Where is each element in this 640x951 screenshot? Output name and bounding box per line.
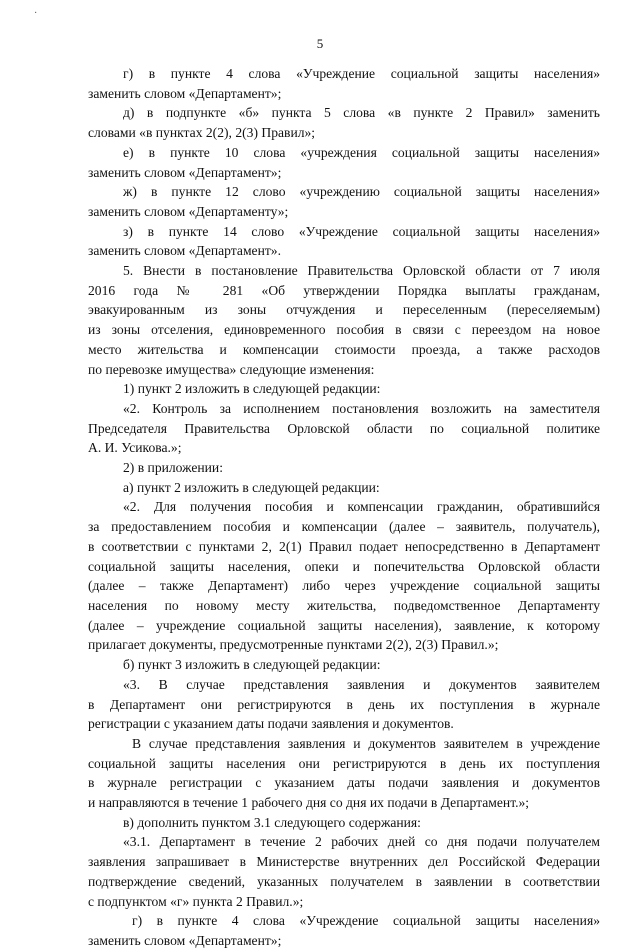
text-line: прилагает документы, предусмотренные пунктами 2(2), 2(3) Правил.»; — [88, 637, 499, 653]
text-line: ж) в пункте 12 слово «учреждению социальной защиты населения» — [123, 184, 600, 200]
page-number: 5 — [316, 36, 324, 51]
text-line: заменить словом «Департамент»; — [88, 85, 282, 101]
text-line: из зоны отселения, единовременного пособия в связи с переездом на новое — [88, 322, 600, 338]
text-line: а) пункт 2 изложить в следующей редакции: — [123, 479, 380, 495]
text-line: словами «в пунктах 2(2), 2(3) Правил»; — [88, 125, 316, 141]
text-line: заменить словом «Департамент». — [88, 243, 281, 259]
corner-mark: · — [34, 8, 38, 19]
text-line: в) дополнить пунктом 3.1 следующего содержания: — [123, 814, 421, 830]
text-line: 2016 года № 281 «Об утверждении Порядка выплаты гражданам, — [88, 282, 600, 298]
text-line: и направляются в течение 1 рабочего дня со дня их подачи в Департамент.»; — [88, 795, 530, 811]
text-line: в журнале регистрации с указанием даты подачи заявления и документов — [88, 775, 600, 791]
text-line: А. И. Усикова.»; — [88, 440, 182, 456]
text-line: заменить словом «Департамент»; — [88, 932, 282, 948]
text-line: место жительства и компенсации стоимости проезда, а также расходов — [88, 341, 600, 357]
text-line: «3. В случае представления заявления и документов заявителем — [123, 676, 600, 692]
text-line: В случае представления заявления и документов заявителем в учреждение — [132, 735, 600, 751]
text-line: 1) пункт 2 изложить в следующей редакции: — [123, 381, 381, 397]
text-line: социальной защиты населения они регистрируются в день их поступления — [88, 755, 600, 771]
text-line: с подпунктом «г» пункта 2 Правил.»; — [88, 893, 304, 909]
text-line: г) в пункте 4 слова «Учреждение социальной защиты населения» — [123, 66, 600, 81]
text-line: заявления запрашивает в Министерстве внутренних дел Российской Федерации — [88, 854, 600, 870]
text-line: 5. Внести в постановление Правительства Орловской области от 7 июля — [123, 263, 600, 279]
text-line: «2. Для получения пособия и компенсации гражданин, обратившийся — [123, 499, 600, 515]
document-body — [88, 64, 600, 951]
text-line: за предоставлением пособия и компенсации (далее – заявитель, получатель), — [88, 519, 600, 535]
text-line: социальной защиты населения, опеки и попечительства Орловской области — [88, 558, 600, 574]
text-line: (далее – также Департамент) либо через учреждение социальной защиты — [88, 578, 600, 594]
text-line: населения по новому месту жительства, подведомственное Департаменту — [88, 597, 600, 613]
text-line: б) пункт 3 изложить в следующей редакции: — [123, 657, 381, 673]
text-line: регистрации с указанием даты подачи заявления и документов. — [88, 716, 454, 732]
text-line: «2. Контроль за исполнением постановления возложить на заместителя — [123, 400, 600, 416]
text-line: «3.1. Департамент в течение 2 рабочих дней со дня подачи получателем — [123, 834, 600, 850]
text-line: по перевозке имущества» следующие изменения: — [88, 361, 375, 377]
text-line: эвакуированным из зоны отчуждения и переселенным (переселяемым) — [88, 302, 600, 318]
text-line: (далее – учреждение социальной защиты населения), заявление, к которому — [88, 617, 600, 633]
text-line: в соответствии с пунктами 2, 2(1) Правил подает непосредственно в Департамент — [88, 538, 600, 554]
text-line: з) в пункте 14 слово «Учреждение социальной защиты населения» — [123, 223, 600, 239]
text-line: заменить словом «Департамент»; — [88, 164, 282, 180]
text-line: Председателя Правительства Орловской области по социальной политике — [88, 420, 600, 436]
text-line: е) в пункте 10 слова «учреждения социальной защиты населения» — [123, 144, 600, 160]
text-line: д) в подпункте «б» пункта 5 слова «в пункте 2 Правил» заменить — [123, 105, 600, 121]
text-line: в Департамент они регистрируются в день их поступления в журнале — [88, 696, 600, 712]
text-line: заменить словом «Департаменту»; — [88, 203, 289, 219]
text-line: подтверждение сведений, указанных получателем в заявлении в соответствии — [88, 873, 600, 889]
text-line: г) в пункте 4 слова «Учреждение социальной защиты населения» — [132, 913, 600, 929]
text-line: 2) в приложении: — [123, 460, 223, 476]
